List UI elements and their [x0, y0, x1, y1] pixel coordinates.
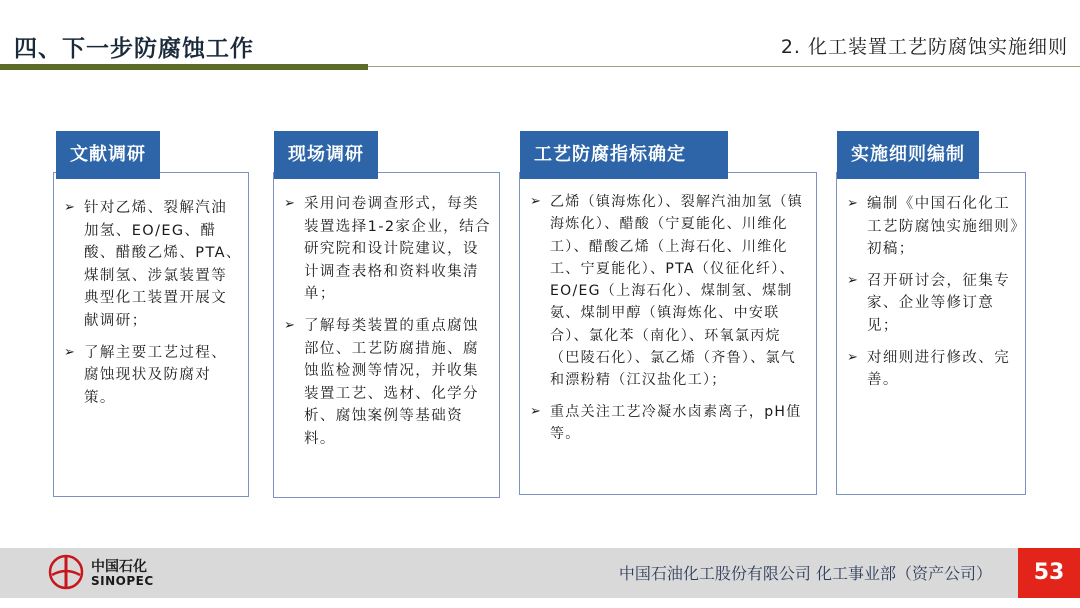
logo-text-cn: 中国石化 — [91, 559, 147, 575]
list-item — [847, 193, 1019, 261]
arrow-bullet-icon: ➢ — [847, 272, 860, 288]
card-title: 工艺防腐指标确定 — [520, 131, 728, 179]
arrow-bullet-icon: ➢ — [64, 344, 77, 360]
bullet-list — [847, 193, 1019, 401]
bullet-list — [64, 197, 242, 418]
card-anticorrosion-index — [519, 144, 817, 495]
page-number: 53 — [1018, 548, 1080, 598]
list-item — [284, 193, 493, 306]
list-item — [847, 347, 1019, 392]
bullet-list — [530, 191, 810, 454]
page-title: 四、下一步防腐蚀工作 — [14, 36, 254, 62]
list-item — [530, 401, 810, 446]
page-subtitle: 2. 化工装置工艺防腐蚀实施细则 — [780, 36, 1068, 58]
card-rules-compilation — [836, 144, 1026, 495]
list-item — [64, 342, 242, 410]
card-title: 现场调研 — [274, 131, 378, 179]
sinopec-logo-icon — [48, 553, 88, 591]
list-item-text: 针对乙烯、裂解汽油加氢、EO/EG、醋酸、醋酸乙烯、PTA、煤制氢、涉氯装置等典型化工装置开展文献调研； — [84, 200, 242, 329]
list-item-text: 重点关注工艺冷凝水卤素离子，pH值等。 — [550, 403, 802, 442]
arrow-bullet-icon: ➢ — [847, 349, 860, 365]
footer-company: 中国石油化工股份有限公司 化工事业部（资产公司） — [618, 564, 992, 583]
list-item-text: 了解主要工艺过程、腐蚀现状及防腐对策。 — [84, 344, 228, 406]
arrow-bullet-icon: ➢ — [847, 196, 860, 211]
card-site-research — [273, 144, 500, 498]
arrow-bullet-icon: ➢ — [284, 317, 297, 333]
logo-text-en: SINOPEC — [91, 574, 154, 588]
card-title: 实施细则编制 — [837, 131, 979, 179]
list-item-text: 对细则进行修改、完善。 — [867, 349, 1011, 389]
list-item — [64, 197, 242, 333]
arrow-bullet-icon: ➢ — [64, 200, 77, 215]
arrow-bullet-icon: ➢ — [530, 403, 543, 419]
list-item-text: 乙烯（镇海炼化）、裂解汽油加氢（镇海炼化）、醋酸（宁夏能化、川维化工）、醋酸乙烯（上海石化、川维化工、宁夏能化）、PTA（仪征化纤）、EO/EG（上海石化）、煤制氢、煤制氨、煤制甲醇（镇海炼化、中安联合）、氯化苯（南化）、环氧氯丙烷（巴陵石化）、氯乙烯（齐鲁）、氯气和漂粉精（江汉盐化工）； — [550, 194, 804, 389]
card-title: 文献调研 — [56, 131, 160, 179]
list-item-text: 采用问卷调查形式，每类装置选择1-2家企业，结合研究院和设计院建议，设计调查表格和资料收集清单； — [304, 196, 491, 303]
arrow-bullet-icon: ➢ — [530, 194, 543, 209]
arrow-bullet-icon: ➢ — [284, 196, 297, 211]
header-accent-bar — [0, 64, 368, 70]
card-literature-research — [53, 144, 249, 497]
list-item-text: 了解每类装置的重点腐蚀部位、工艺防腐措施、腐蚀监检测等情况，并收集装置工艺、选材、化学分析、腐蚀案例等基础资料。 — [304, 317, 479, 447]
list-item — [284, 315, 493, 451]
list-item — [530, 191, 810, 392]
list-item-text: 编制《中国石化化工工艺防腐蚀实施细则》初稿； — [867, 196, 1019, 258]
list-item — [847, 270, 1019, 338]
list-item-text: 召开研讨会，征集专家、企业等修订意见； — [867, 272, 1011, 334]
bullet-list — [284, 193, 493, 460]
